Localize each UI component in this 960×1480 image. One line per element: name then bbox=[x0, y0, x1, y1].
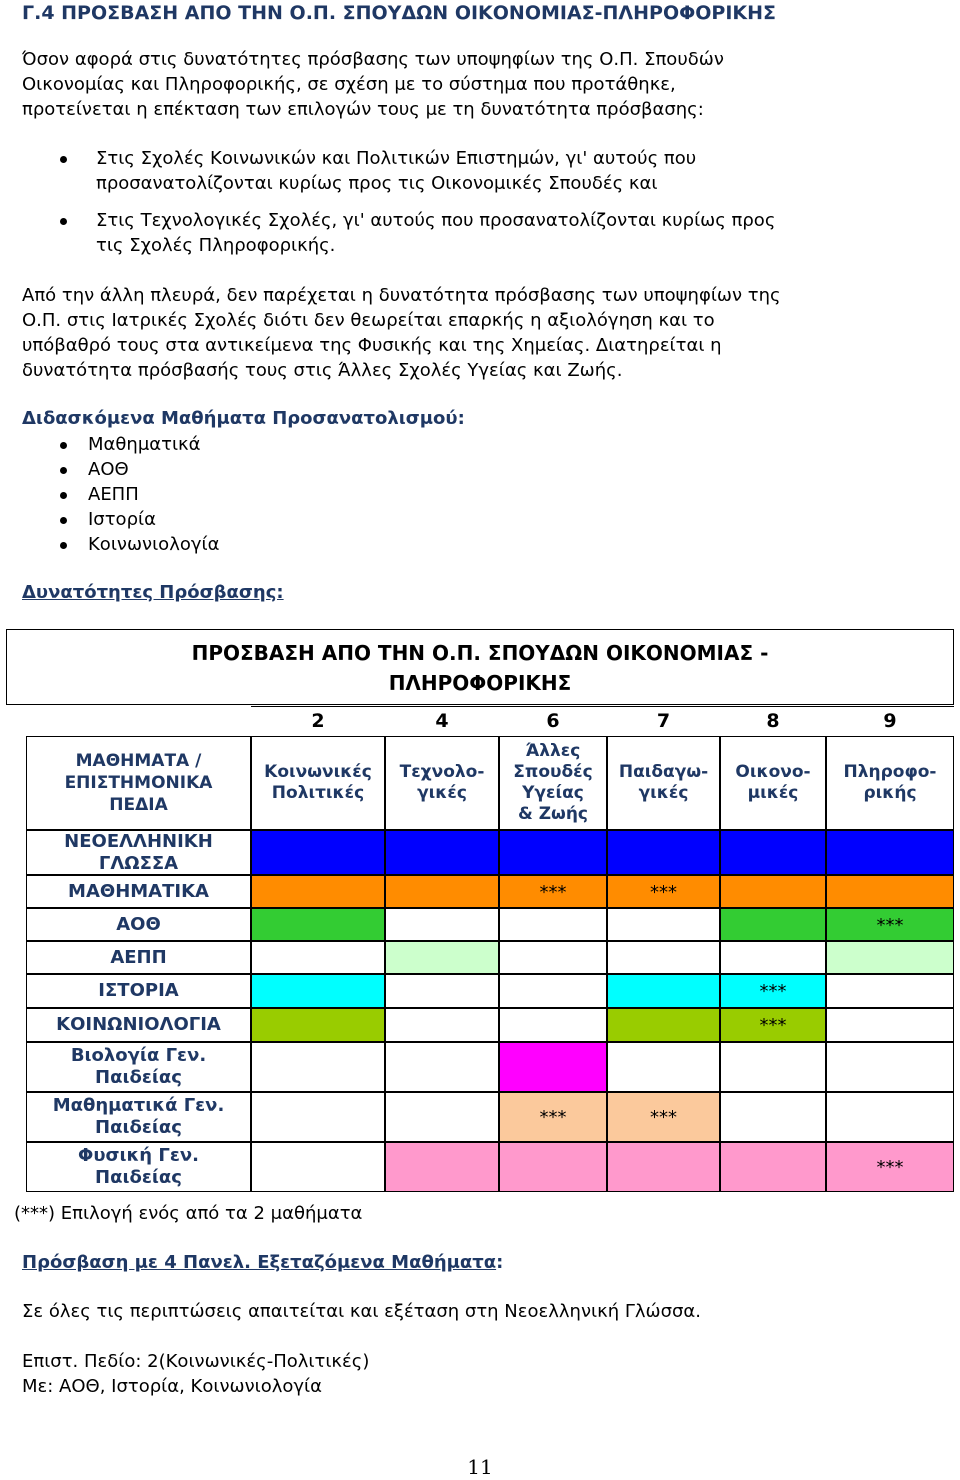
access-cell bbox=[499, 1142, 607, 1192]
with-line: Με: ΑΟΘ, Ιστορία, Κοινωνιολογία bbox=[22, 1376, 322, 1397]
text-line: ΠΕΔΙΑ bbox=[109, 795, 168, 815]
text-line: Φυσική Γεν. bbox=[78, 1145, 199, 1166]
star-mark: *** bbox=[759, 1015, 787, 1036]
access-cell bbox=[385, 1092, 499, 1142]
field-header bbox=[499, 736, 607, 830]
access-cell bbox=[251, 1008, 385, 1042]
access-cell bbox=[607, 1008, 720, 1042]
access-cell bbox=[499, 908, 607, 941]
access-cell bbox=[499, 1092, 607, 1142]
course-item: ΑΟΘ bbox=[88, 459, 129, 480]
access-cell bbox=[499, 875, 607, 908]
text-line: Οικονο- bbox=[735, 762, 811, 782]
field-header bbox=[720, 736, 826, 830]
text-line: ΕΠΙΣΤΗΜΟΝΙΚΑ bbox=[64, 773, 213, 793]
star-mark: *** bbox=[539, 882, 567, 903]
access-cell bbox=[607, 1042, 720, 1092]
row-label bbox=[26, 1008, 251, 1042]
bullet-text: τις Σχολές Πληροφορικής. bbox=[96, 235, 336, 256]
panel-heading-text: Πρόσβαση με 4 Πανελ. Εξεταζόμενα Μαθήματα bbox=[22, 1252, 497, 1273]
text-line: γικές bbox=[417, 783, 467, 803]
field-number: 4 bbox=[435, 710, 449, 732]
page-heading: Γ.4 ΠΡΟΣΒΑΣΗ ΑΠΟ ΤΗΝ Ο.Π. ΣΠΟΥΔΩΝ ΟΙΚΟΝΟΜΙΑΣ-ΠΛΗΡΟΦΟΡΙΚΗΣ bbox=[22, 2, 776, 24]
table-note: (***) Επιλογή ενός από τα 2 μαθήματα bbox=[14, 1203, 363, 1224]
text-line: & Ζωής bbox=[517, 804, 588, 824]
course-item: Κοινωνιολογία bbox=[88, 534, 220, 555]
bullet-icon bbox=[60, 492, 67, 499]
text-line: ΓΛΩΣΣΑ bbox=[98, 852, 179, 874]
text-line: Κοινωνικές bbox=[264, 762, 372, 782]
course-item: ΑΕΠΠ bbox=[88, 484, 139, 505]
text-line: Σπουδές bbox=[513, 762, 593, 782]
greek-exam-note: Σε όλες τις περιπτώσεις απαιτείται και εξέταση στη Νεοελληνική Γλώσσα. bbox=[22, 1301, 701, 1322]
bullet-icon bbox=[60, 156, 67, 163]
course-item: Ιστορία bbox=[88, 509, 156, 530]
field-number: 2 bbox=[311, 710, 325, 732]
bullet-text: Στις Τεχνολογικές Σχολές, γι' αυτούς που προσανατολίζονται κυρίως προς bbox=[96, 210, 776, 231]
access-cell bbox=[720, 1042, 826, 1092]
text-line: ΑΟΘ bbox=[116, 913, 161, 935]
access-cell bbox=[607, 830, 720, 875]
access-cell bbox=[826, 974, 954, 1008]
corner-label bbox=[26, 736, 251, 830]
field-header bbox=[385, 736, 499, 830]
panel-heading bbox=[22, 1250, 503, 1275]
access-cell bbox=[499, 1008, 607, 1042]
row-label bbox=[26, 908, 251, 941]
row-label bbox=[26, 875, 251, 908]
access-cell bbox=[720, 908, 826, 941]
text-line: ΚΟΙΝΩΝΙΟΛΟΓΙΑ bbox=[56, 1014, 221, 1035]
access-cell bbox=[385, 941, 499, 974]
row-label bbox=[26, 941, 251, 974]
para-line: υπόβαθρό τους στα αντικείμενα της Φυσικής και της Χημείας. Διατηρείται η bbox=[22, 335, 722, 356]
access-cell bbox=[607, 941, 720, 974]
access-cell bbox=[251, 1042, 385, 1092]
access-cell bbox=[720, 830, 826, 875]
access-cell bbox=[385, 1008, 499, 1042]
row-label bbox=[26, 1142, 251, 1192]
bullet-icon bbox=[60, 517, 67, 524]
access-cell bbox=[499, 830, 607, 875]
access-cell bbox=[607, 974, 720, 1008]
text-line: Πληροφο- bbox=[843, 762, 937, 782]
access-cell bbox=[385, 908, 499, 941]
star-mark: *** bbox=[650, 882, 677, 903]
text-line: ΙΣΤΟΡΙΑ bbox=[98, 980, 179, 1001]
field-header bbox=[607, 736, 720, 830]
field-header bbox=[251, 736, 385, 830]
access-cell bbox=[826, 830, 954, 875]
bullet-icon bbox=[60, 467, 67, 474]
access-cell bbox=[720, 974, 826, 1008]
access-cell bbox=[251, 875, 385, 908]
access-cell bbox=[251, 830, 385, 875]
access-cell bbox=[385, 1042, 499, 1092]
para-line: Από την άλλη πλευρά, δεν παρέχεται η δυνατότητα πρόσβασης των υποψηφίων της bbox=[22, 285, 781, 306]
panel-heading-colon: : bbox=[496, 1252, 504, 1273]
bullet-icon bbox=[60, 542, 67, 549]
row-label bbox=[26, 1042, 251, 1092]
course-item: Μαθηματικά bbox=[88, 434, 201, 455]
table-title bbox=[6, 629, 954, 705]
para-line: Ο.Π. στις Ιατρικές Σχολές διότι δεν θεωρείται επαρκής η αξιολόγηση και το bbox=[22, 310, 715, 331]
text-line: Βιολογία Γεν. bbox=[70, 1045, 207, 1066]
intro-line: προτείνεται η επέκταση των επιλογών τους με τη δυνατότητα πρόσβασης: bbox=[22, 99, 704, 120]
table-title-line: ΠΛΗΡΟΦΟΡΙΚΗΣ bbox=[388, 671, 572, 695]
access-cell bbox=[607, 1092, 720, 1142]
access-cell bbox=[720, 1008, 826, 1042]
access-cell bbox=[720, 941, 826, 974]
access-cell bbox=[251, 1092, 385, 1142]
text-line: Μαθηματικά Γεν. bbox=[52, 1095, 225, 1116]
text-line: Υγείας bbox=[522, 783, 584, 803]
access-heading: Δυνατότητες Πρόσβασης: bbox=[22, 582, 284, 603]
text-line: ΜΑΘΗΜΑΤΙΚΑ bbox=[68, 880, 209, 902]
text-line: ΜΑΘΗΜΑΤΑ / bbox=[75, 751, 202, 771]
text-line: ρικής bbox=[863, 783, 917, 803]
intro-line: Οικονομίας και Πληροφορικής, σε σχέση με το σύστημα που προτάθηκε, bbox=[22, 74, 676, 95]
row-label bbox=[26, 830, 251, 875]
bullet-icon bbox=[60, 442, 67, 449]
text-line: Παιδαγω- bbox=[618, 762, 709, 782]
access-cell bbox=[385, 974, 499, 1008]
star-mark: *** bbox=[539, 1107, 567, 1128]
field-number: 8 bbox=[766, 710, 780, 732]
access-cell bbox=[826, 1042, 954, 1092]
row-label bbox=[26, 974, 251, 1008]
star-mark: *** bbox=[759, 981, 787, 1002]
text-line: Παιδείας bbox=[95, 1167, 182, 1188]
access-cell bbox=[499, 941, 607, 974]
text-line: Τεχνολο- bbox=[399, 762, 485, 782]
access-cell bbox=[720, 1092, 826, 1142]
text-line: Άλλες bbox=[525, 741, 581, 761]
star-mark: *** bbox=[876, 915, 904, 936]
courses-heading: Διδασκόμενα Μαθήματα Προσανατολισμού: bbox=[22, 408, 465, 429]
text-line: Παιδείας bbox=[95, 1117, 182, 1138]
access-cell bbox=[826, 875, 954, 908]
access-cell bbox=[607, 908, 720, 941]
access-cell bbox=[607, 1142, 720, 1192]
access-cell bbox=[826, 1142, 954, 1192]
table-title-line: ΠΡΟΣΒΑΣΗ ΑΠΟ ΤΗΝ Ο.Π. ΣΠΟΥΔΩΝ ΟΙΚΟΝΟΜΙΑΣ - bbox=[191, 641, 769, 665]
bullet-text: Στις Σχολές Κοινωνικών και Πολιτικών Επιστημών, γι' αυτούς που bbox=[96, 148, 697, 169]
text-line: μικές bbox=[747, 783, 799, 803]
access-cell bbox=[826, 1008, 954, 1042]
access-cell bbox=[607, 875, 720, 908]
access-cell bbox=[826, 908, 954, 941]
star-mark: *** bbox=[650, 1107, 677, 1128]
text-line: ΝΕΟΕΛΛΗΝΙΚΗ bbox=[64, 830, 213, 852]
access-cell bbox=[251, 974, 385, 1008]
field-number: 6 bbox=[546, 710, 560, 732]
text-line: γικές bbox=[638, 783, 689, 803]
access-cell bbox=[720, 1142, 826, 1192]
text-line: Πολιτικές bbox=[271, 783, 365, 803]
row-label bbox=[26, 1092, 251, 1142]
access-cell bbox=[385, 1142, 499, 1192]
intro-line: Όσον αφορά στις δυνατότητες πρόσβασης των υποψηφίων της Ο.Π. Σπουδών bbox=[22, 49, 724, 70]
access-cell bbox=[251, 941, 385, 974]
para-line: δυνατότητα πρόσβασής τους στις Άλλες Σχολές Υγείας και Ζωής. bbox=[22, 360, 623, 381]
access-cell bbox=[251, 1142, 385, 1192]
field-number: 7 bbox=[656, 710, 671, 732]
access-cell bbox=[251, 908, 385, 941]
star-mark: *** bbox=[876, 1157, 904, 1178]
page-number: 11 bbox=[467, 1455, 493, 1479]
access-cell bbox=[826, 941, 954, 974]
access-cell bbox=[499, 1042, 607, 1092]
field-header bbox=[826, 736, 954, 830]
access-cell bbox=[826, 1092, 954, 1142]
access-cell bbox=[720, 875, 826, 908]
bullet-icon bbox=[60, 218, 67, 225]
access-cell bbox=[385, 830, 499, 875]
field-number: 9 bbox=[883, 710, 897, 732]
text-line: Παιδείας bbox=[95, 1067, 182, 1088]
access-cell bbox=[385, 875, 499, 908]
field-line: Επιστ. Πεδίο: 2(Κοινωνικές-Πολιτικές) bbox=[22, 1351, 370, 1372]
access-cell bbox=[499, 974, 607, 1008]
text-line: ΑΕΠΠ bbox=[110, 946, 167, 968]
bullet-text: προσανατολίζονται κυρίως προς τις Οικονομικές Σπουδές και bbox=[96, 173, 658, 194]
